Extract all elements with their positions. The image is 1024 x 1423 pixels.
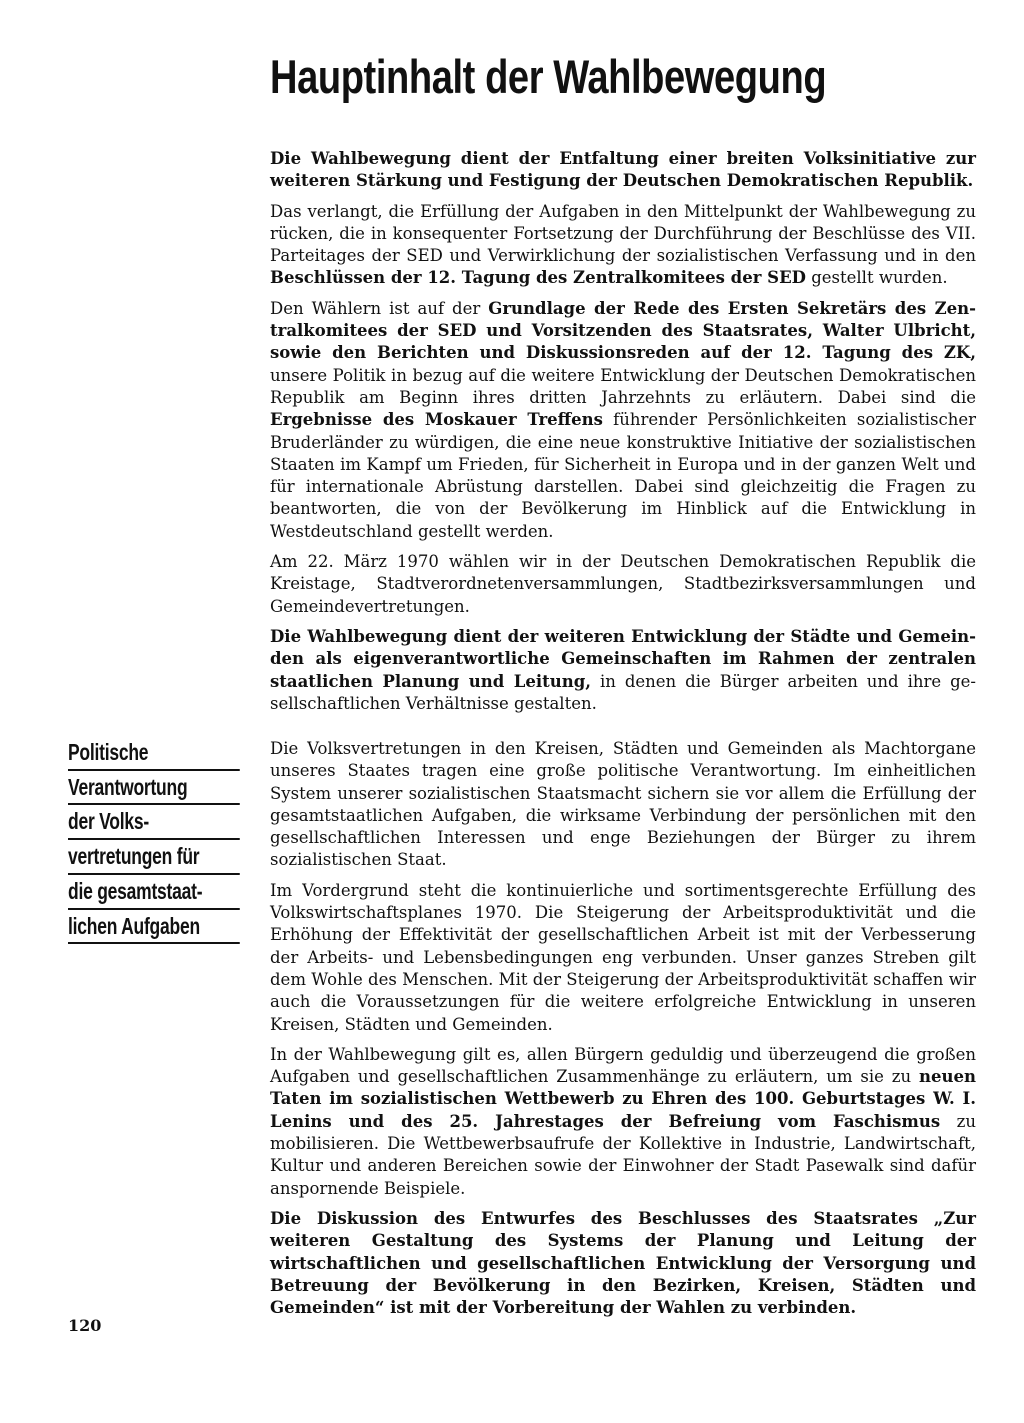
paragraph-intro: [270, 148, 976, 193]
bold-text: Die Wahlbewegung dient der weiteren Entwicklung der Städte und Gemeinden als eigenverantwortliche Gemeinschaften im Rahmen der zentralen staatlichen Planung und Leitung,: [270, 626, 976, 691]
text: gestellt wurden.: [805, 268, 948, 288]
bold-text: Die Diskussion des Entwurfes des Beschlusses des Staatsrates „Zur weiteren Gestaltung des Systems der Planung und Leitung der wirtschaftlichen und gesellschaftlichen Entwicklung der Versorgung und Betreuung der Bevölkerung in den Bezirken, Kreisen, Städten und Gemeinden“ ist mit der Vorbereitung der Wahlen zu verbinden.: [270, 1208, 976, 1318]
text: in denen die Bürger arbeiten und ihre gesellschaftlichen Verhältnisse gestalten.: [270, 671, 976, 713]
sidebar-line: lichen Aufgaben: [68, 910, 240, 945]
paragraph-4: [270, 551, 976, 618]
bold-text: Beschlüssen der 12. Tagung des Zentralkomitees der SED: [270, 268, 806, 288]
paragraph-8: [270, 1044, 976, 1200]
sidebar-line: Politische: [68, 736, 240, 771]
text: zu mobilisieren. Die Wettbewerbsaufrufe der Kollektive in Industrie, Landwirtschaft, Kultur und anderen Bereichen sowie der Einwohner der Stadt Pasewalk sind dafür anspornende Beispiele.: [270, 1111, 976, 1198]
text: Am 22. März 1970 wählen wir in der Deutschen Demokratischen Republik die Kreistage, Stadtverordnetenversammlungen, Stadtbezirksversammlungen und Gemeindevertretungen.: [270, 552, 976, 616]
text: unsere Politik in bezug auf die weitere Entwicklung der Deutschen Demokratischen Republik am Beginn ihres dritten Jahrzehnts zu erläutern. Dabei sind die: [270, 365, 976, 407]
text: Den Wählern ist auf der: [270, 298, 489, 318]
text: Die Volksvertretungen in den Kreisen, Städten und Gemeinden als Machtorgane unseres Staates tragen eine große politische Verantwortung. Im einheitlichen System unserer sozialistischen Staatsmacht sichern sie vor allem die Erfüllung der gesamtstaatlichen Aufgaben, die wirksame Verbindung der persönlichen mit den gesellschaftlichen Interessen und enge Beziehungen der Bürger zu ihrem sozialistischen Staat.: [270, 739, 976, 870]
sidebar-line: der Volks-: [68, 805, 240, 840]
text: führender Persönlichkeiten sozialistischer Bruderländer zu würdigen, die eine neue konstruktive Initiative der sozialistischen Staaten im Kampf um Frieden, für Sicherheit in Europa und in der ganzen Welt und für internationale Abrüstung darstellen. Dabei sind gleichzeitig die Fragen zu beantworten, die von der Bevölkerung im Hinblick auf die Entwicklung in Westdeutschland gestellt werden.: [270, 410, 976, 541]
sidebar-heading: [68, 736, 240, 944]
bold-text: Die Wahlbewegung dient der Entfaltung einer breiten Volksinitiative zur weiteren Stärkung und Festigung der Deutschen Demokratischen Republik.: [270, 149, 976, 191]
text: Im Vordergrund steht die kontinuierliche und sortimentsgerechte Erfüllung des Volkswirtschaftsplanes 1970. Die Steigerung der Arbeitsproduktivität und die Erhöhung der Effektivität der gesellschaftlichen Arbeit ist mit der Verbesserung der Arbeits- und Lebensbedingungen eng verbunden. Unser ganzes Streben gilt dem Wohle des Menschen. Mit der Steigerung der Arbeitsproduktivität schaffen wir auch die Voraussetzungen für die weitere erfolgreiche Entwicklung in unseren Kreisen, Städten und Gemeinden.: [270, 880, 976, 1034]
paragraph-6: [270, 738, 976, 872]
text: In der Wahlbewegung gilt es, allen Bürgern geduldig und überzeugend die großen Aufgaben und gesellschaftlichen Zusammenhänge zu erläutern, um sie zu: [270, 1044, 976, 1087]
page-title: Hauptinhalt der Wahlbewegung: [270, 50, 827, 103]
bold-text: Ergebnisse des Moskauer Treffens: [270, 410, 603, 430]
paragraph-7: [270, 880, 976, 1036]
bold-text: Grundlage der Rede des Ersten Sekretärs des Zentralkomitees der SED und Vorsitzenden des Staatsrates, Walter Ulbricht, sowie den Berichten und Diskussionsreden auf der 12. Tagung des ZK,: [270, 298, 976, 363]
bold-text: neuen Taten im sozialistischen Wettbewerb zu Ehren des 100. Geburtstages W. I. Lenins und des 25. Jahrestages der Befreiung vom Faschismus: [270, 1067, 976, 1131]
paragraph-5: [270, 626, 976, 715]
main-column-lower: [270, 738, 976, 1319]
sidebar-line: vertretungen für: [68, 840, 240, 875]
paragraph-2: [270, 201, 976, 290]
sidebar-line: Verantwortung: [68, 771, 240, 806]
sidebar-line: die gesamtstaat-: [68, 875, 240, 910]
main-column-upper: [270, 148, 976, 715]
page-number: 120: [68, 1316, 102, 1335]
paragraph-9: [270, 1208, 976, 1319]
text: Das verlangt, die Erfüllung der Aufgaben in den Mittelpunkt der Wahlbewegung zu rücken, die in konsequenter Fortsetzung der Durchführung der Beschlüsse des VII. Parteitages der SED und Verwirklichung der sozialistischen Verfassung und in den: [270, 201, 976, 266]
paragraph-3: [270, 298, 976, 543]
